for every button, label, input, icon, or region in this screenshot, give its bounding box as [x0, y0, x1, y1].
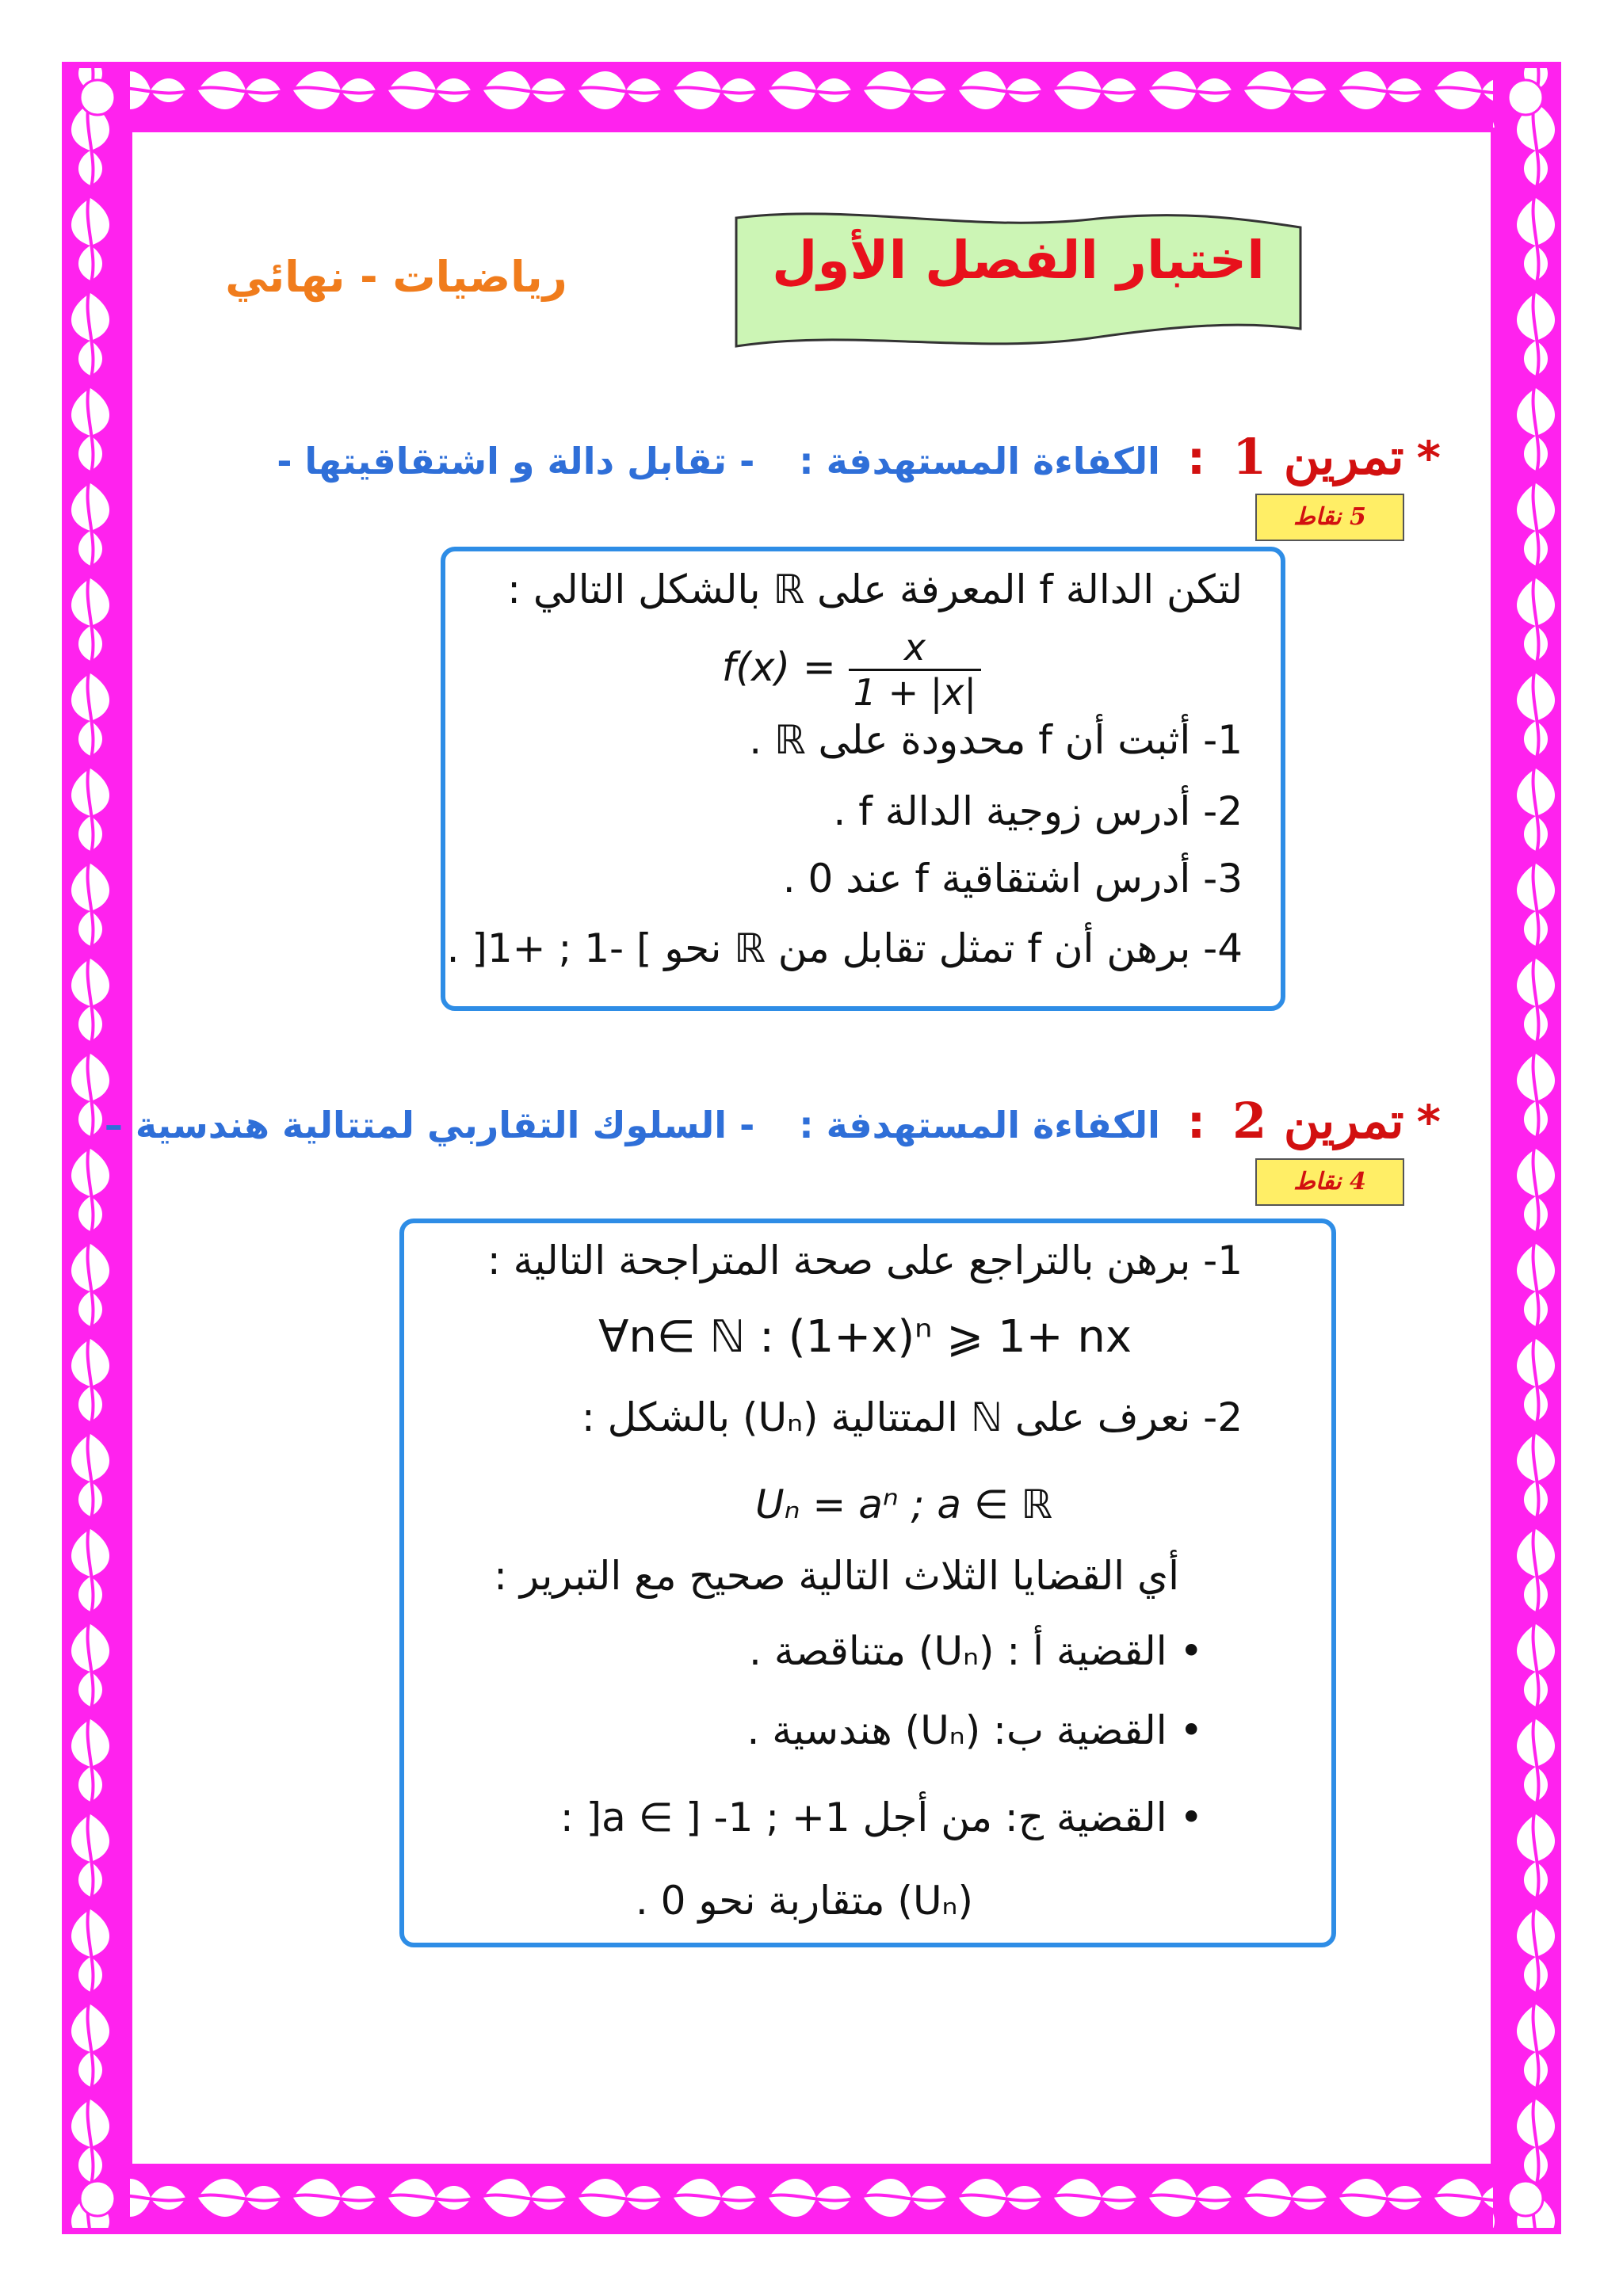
ex2-proposition-c: • القضية ج: من أجل a ∈ ] -1 ; +1[ : [559, 1794, 1203, 1840]
corner-flower-icon [80, 80, 115, 115]
ex2-question-3: أي القضايا الثلاث التالية صحيح مع التبرير : [494, 1553, 1179, 1599]
ex2-sequence-definition: Uₙ = aⁿ ; a ∈ ℝ [754, 1482, 1052, 1527]
corner-flower-icon [1508, 80, 1543, 115]
ex1-question-2: 2- أدرس زوجية الدالة f . [833, 788, 1243, 834]
ex1-question-3: 3- أدرس اشتقاقية f عند 0 . [782, 856, 1243, 902]
exercise-1-name: تمرين 1 [1232, 428, 1404, 486]
ex2-proposition-a: • القضية أ : (Uₙ) متناقصة . [749, 1628, 1203, 1674]
ex1-intro: لتكن الدالة f المعرفة على ℝ بالشكل التالي : [507, 566, 1243, 612]
corner-flower-icon [1508, 2181, 1543, 2216]
star-bullet: * [1416, 431, 1441, 485]
ex2-proposition-b: • القضية ب: (Uₙ) هندسية . [747, 1707, 1203, 1753]
border-top [65, 65, 1558, 130]
competence-label: الكفاءة المستهدفة : [799, 440, 1160, 482]
subject-label: رياضيات - نهائي [225, 252, 567, 302]
competence-label: الكفاءة المستهدفة : [799, 1104, 1160, 1146]
points-badge: 5 نقاط [1255, 494, 1404, 541]
ex2-question-2: 2- نعرف على ℕ المتتالية (Uₙ) بالشكل : [581, 1394, 1243, 1440]
points-badge: 4 نقاط [1255, 1158, 1404, 1206]
ex2-proposition-c-conclusion: (Uₙ) متقاربة نحو 0 . [635, 1878, 973, 1924]
exercise-2-name: تمرين 2 [1232, 1092, 1404, 1150]
ex1-question-4: 4- برهن أن f تمثل تقابل من ℝ نحو ] -1 ; +1[ . [446, 925, 1243, 971]
exam-title: اختبار الفصل الأول [772, 230, 1265, 291]
ex2-inequality: ∀n∈ ℕ : (1+x)ⁿ ⩾ 1+ nx [598, 1311, 1132, 1363]
ex1-question-1: 1- أثبت أن f محدودة على ℝ . [749, 717, 1243, 763]
competence-topic: - تقابل دالة و اشتقاقيتها - [277, 440, 755, 482]
exercise-1-heading: * تمرين 1 : الكفاءة المستهدفة : - تقابل دالة و اشتقاقيتها - [277, 428, 1441, 486]
star-bullet: * [1416, 1095, 1441, 1149]
exercise-2-heading: * تمرين 2 : الكفاءة المستهدفة : - السلوك التقاربي لمتتالية هندسية – [104, 1092, 1441, 1150]
border-right [1493, 65, 1558, 2231]
border-bottom [65, 2166, 1558, 2231]
ex1-function-definition: f(x) = $\frac{x}{1 + |x|}$ [722, 626, 981, 714]
competence-topic: - السلوك التقاربي لمتتالية هندسية – [104, 1104, 755, 1146]
ex2-question-1: 1- برهن بالتراجع على صحة المتراجحة التالية : [487, 1238, 1243, 1283]
corner-flower-icon [80, 2181, 115, 2216]
